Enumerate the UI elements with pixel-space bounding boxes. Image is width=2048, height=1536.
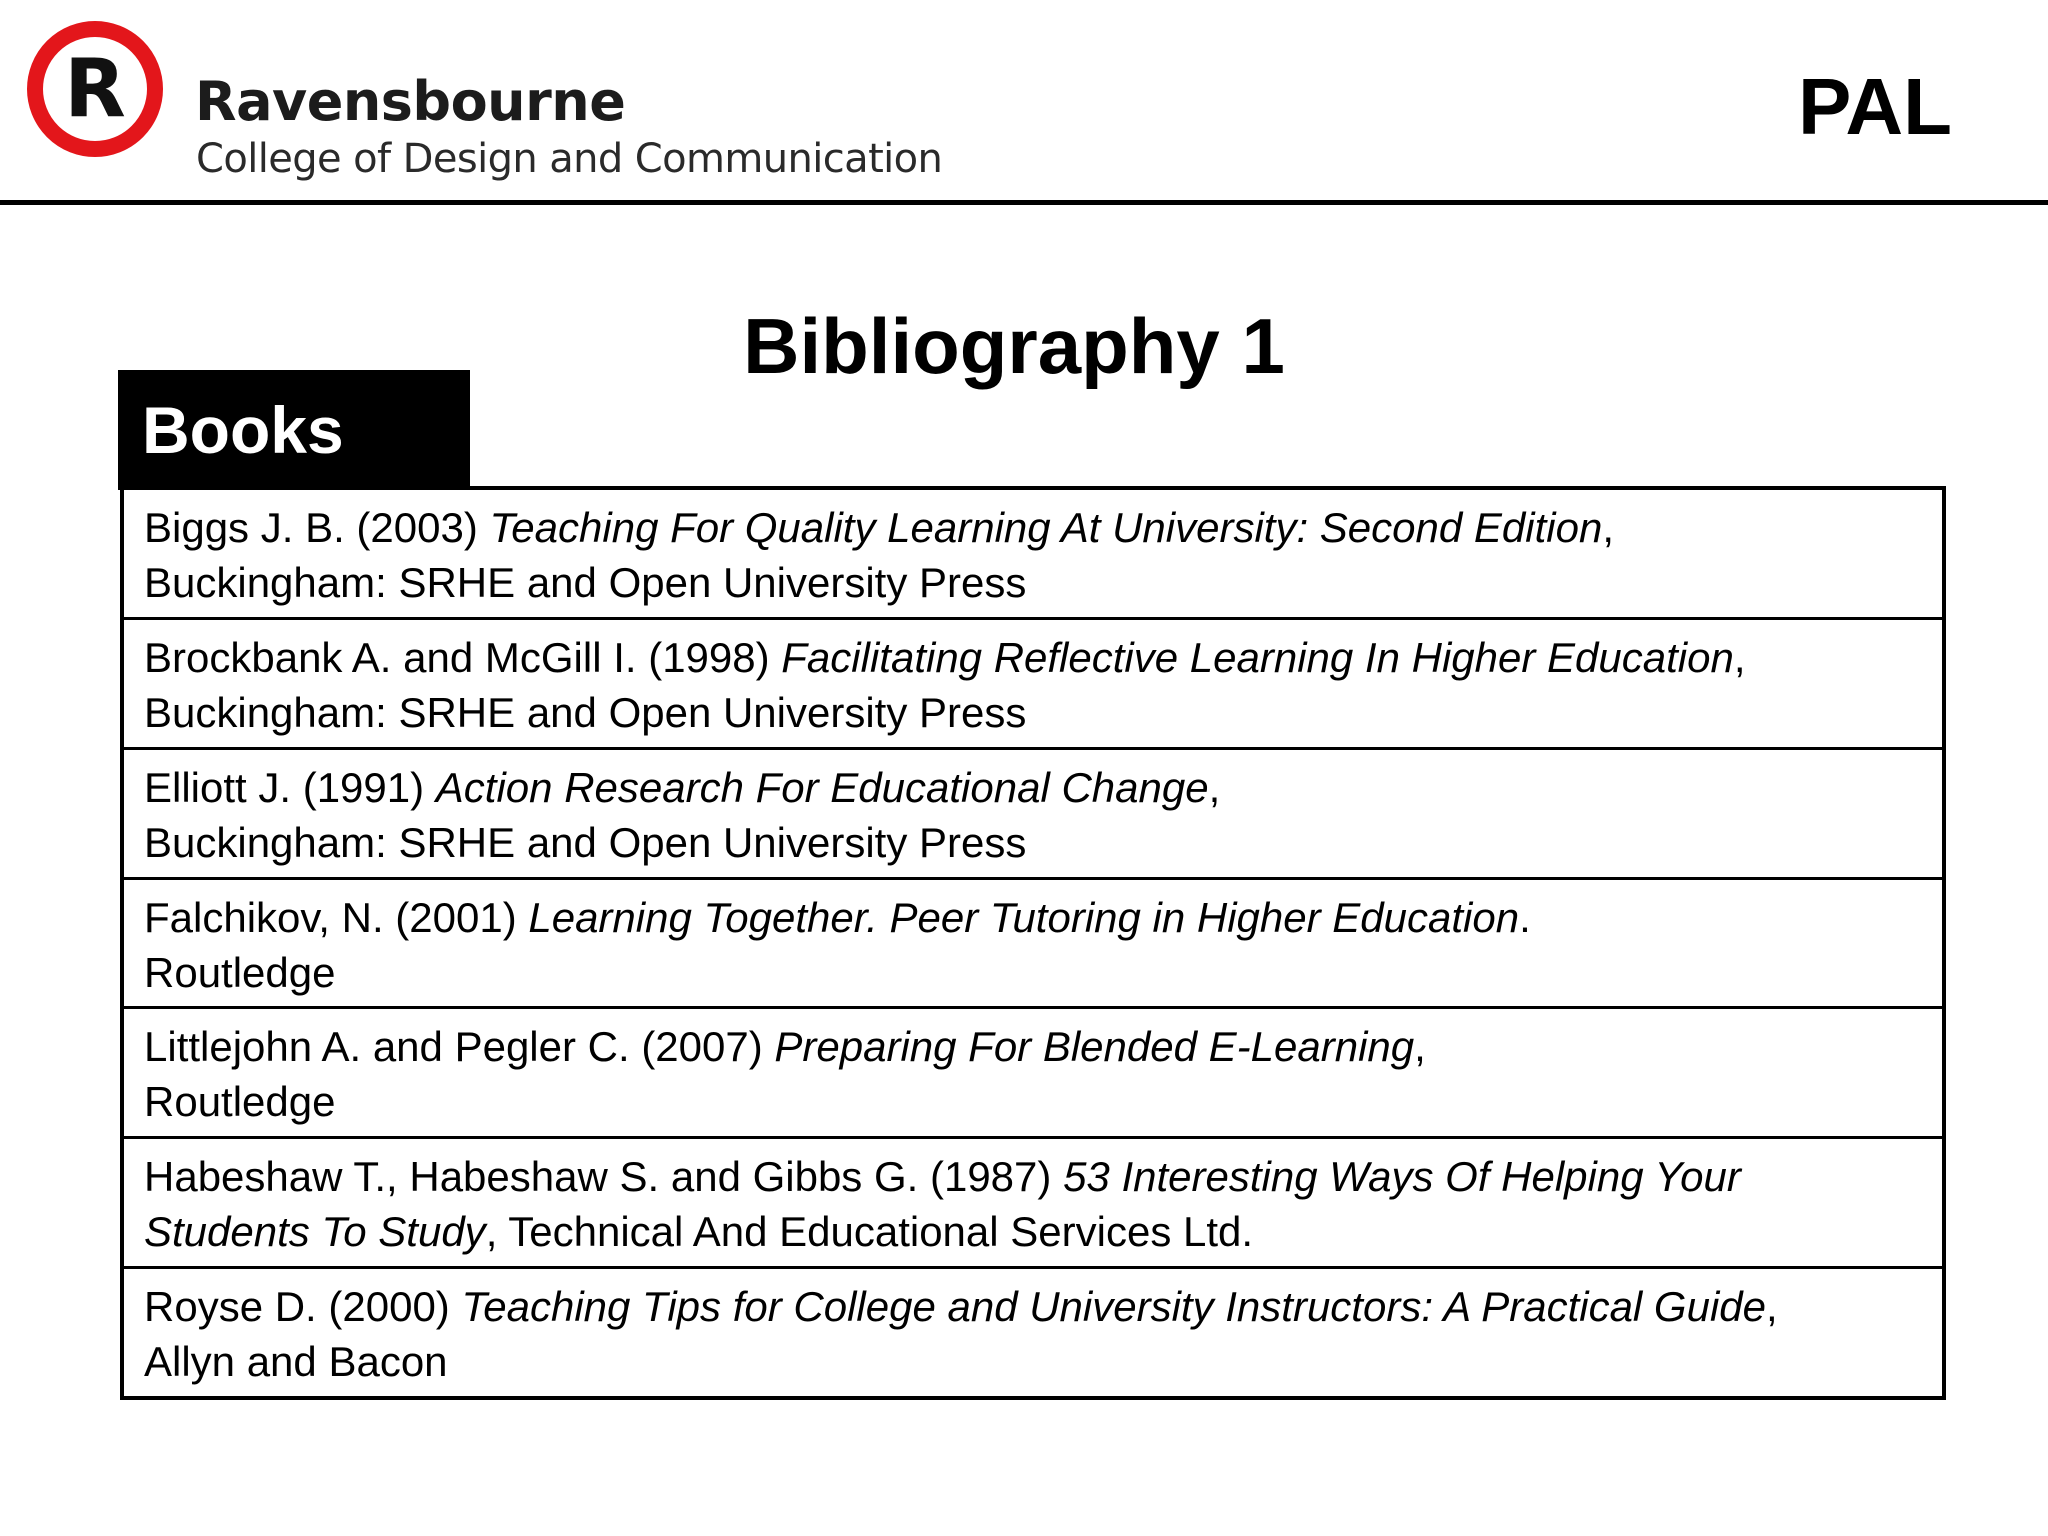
reference-row [124,617,1942,747]
reference-author-year: Biggs J. B. (2003) [144,504,490,551]
reference-publisher-line [144,685,1926,740]
program-label: PAL [1797,62,1952,151]
org-subtitle: College of Design and Communication [196,136,943,182]
reference-publisher: Routledge [144,1078,336,1126]
reference-punctuation: , [1208,763,1221,811]
reference-publisher: Allyn and Bacon [144,1338,448,1386]
ravensbourne-logo-icon [26,20,164,158]
reference-punctuation: , [1733,633,1746,681]
reference-punctuation: , [1602,504,1614,551]
reference-row [124,877,1942,1007]
reference-title: Learning Together. Peer Tutoring in Higher Education [528,893,1520,941]
reference-publisher-line [144,555,1926,610]
reference-publisher-line [144,1074,1926,1129]
reference-punctuation: , [1414,1023,1426,1071]
reference-publisher: Routledge [144,948,336,996]
reference-punctuation: . [1519,893,1531,941]
reference-row [124,1006,1942,1136]
reference-publisher: Buckingham: SRHE and Open University Press [144,818,1027,866]
reference-row [124,1136,1942,1266]
reference-author-year: Elliott J. (1991) [144,763,436,811]
reference-row [124,747,1942,877]
reference-author-year: Littlejohn A. and Pegler C. (2007) [144,1023,775,1071]
reference-publisher: Buckingham: SRHE and Open University Press [144,688,1027,736]
org-name: Ravensbourne [195,70,626,133]
reference-title: Teaching For Quality Learning At University: Second Edition [489,504,1603,551]
reference-table [120,486,1946,1400]
slide-header [0,0,2048,200]
reference-row [124,1266,1942,1396]
section-tab-books: Books [118,370,470,490]
reference-title: Facilitating Reflective Learning In Higher Education [781,633,1734,681]
reference-row [124,490,1942,617]
reference-author-year: Habeshaw T., Habeshaw S. and Gibbs G. (1987) [144,1153,1064,1201]
reference-publisher-tail: , Technical And Educational Services Ltd. [485,1208,1254,1256]
reference-punctuation: , [1766,1283,1778,1331]
reference-title-continued: Students To Study [144,1208,486,1256]
reference-title: Teaching Tips for College and University Instructors: A Practical Guide [461,1283,1767,1331]
header-divider [0,200,2048,205]
reference-publisher-line [144,815,1926,870]
logo-letter: R [64,42,126,135]
reference-publisher-line [144,1204,1926,1259]
reference-title: Action Research For Educational Change [435,763,1209,811]
reference-author-year: Falchikov, N. (2001) [144,893,529,941]
page-title: Bibliography 1 [743,302,1285,390]
reference-publisher-line [144,945,1926,1000]
reference-author-year: Royse D. (2000) [144,1283,462,1331]
reference-title: 53 Interesting Ways Of Helping Your [1063,1153,1741,1201]
reference-author-year: Brockbank A. and McGill I. (1998) [144,633,782,681]
reference-title: Preparing For Blended E-Learning [774,1023,1415,1071]
reference-publisher-line [144,1334,1926,1389]
reference-publisher: Buckingham: SRHE and Open University Press [144,559,1027,606]
